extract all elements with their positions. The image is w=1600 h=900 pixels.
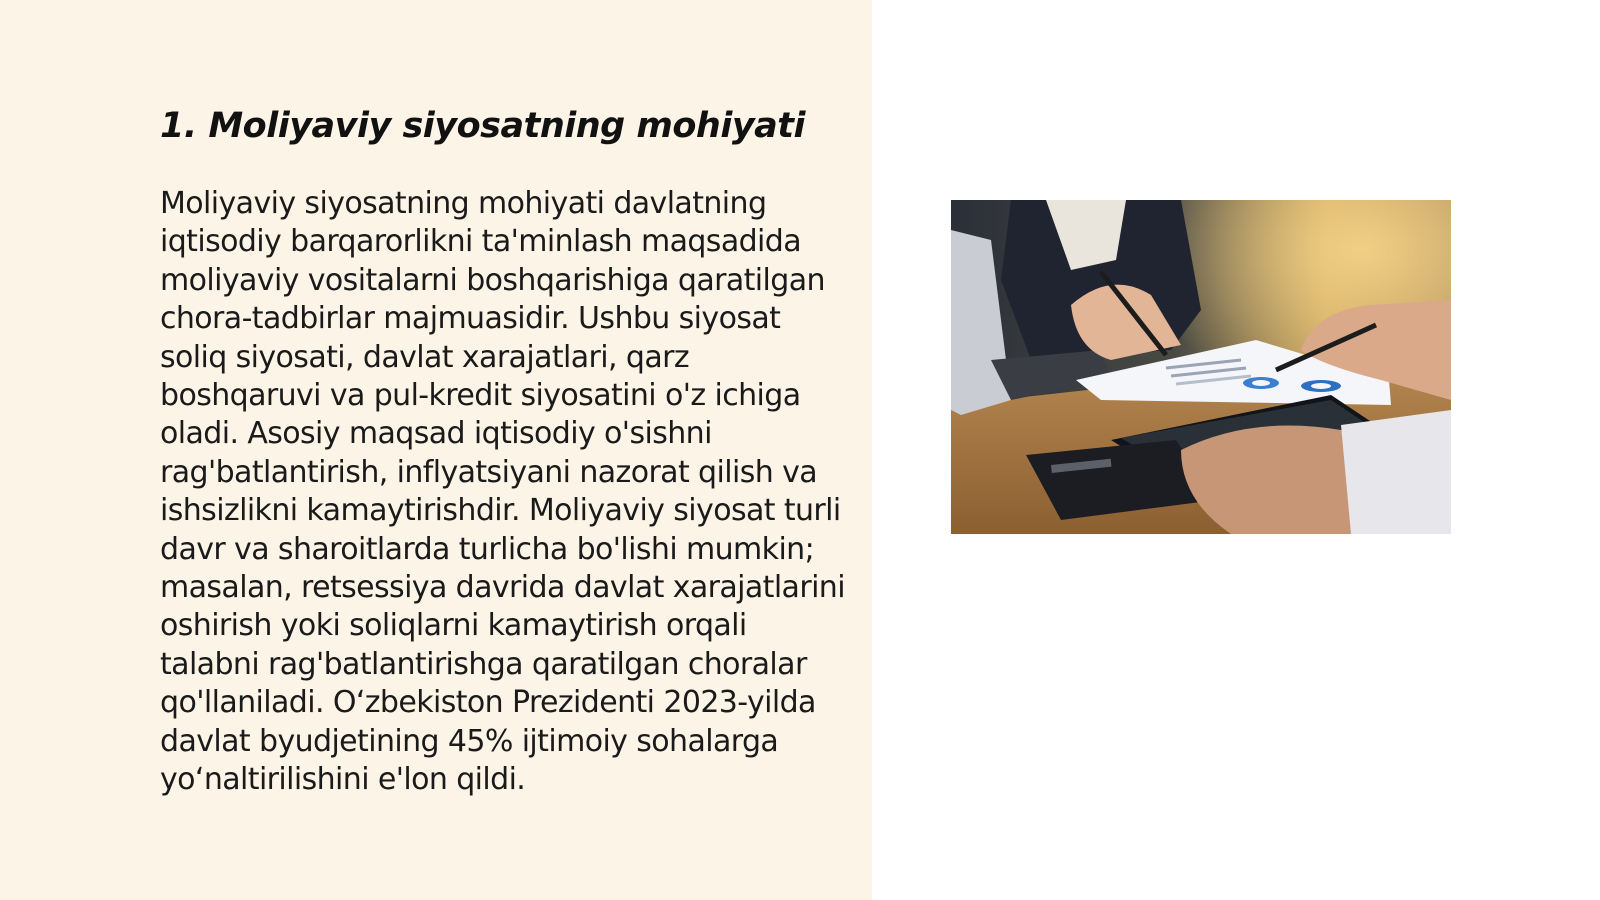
slide-title: 1. Moliyaviy siyosatning mohiyati — [160, 106, 805, 146]
slide-body-text: Moliyaviy siyosatning mohiyati davlatning iqtisodiy barqarorlikni ta'minlash maqsadida moliyaviy vositalarni boshqarishiga qaratilgan chora-tadbirlar majmuasidir. Ushbu siyosat soliq siyosati, davlat xarajatlari, qarz boshqaruvi va pul-kredit siyosatini o'z ichiga oladi. Asosiy maqsad iqtisodiy o'sishni rag'batlantirish, inflyatsiyani nazorat qilish va ishsizlikni kamaytirishdir. Moliyaviy siyosat turli davr va sharoitlarda turlicha bo'lishi mumkin; masalan, retsessiya davrida davlat xarajatlarini oshirish yoki soliqlarni kamaytirish orqali talabni rag'batlantirishga qaratilgan choralar qo'llaniladi. O‘zbekiston Prezidenti 2023-yilda davlat byudjetining 45% ijtimoiy sohalarga yo‘naltirilishini e'lon qildi. — [160, 186, 845, 798]
business-meeting-photo — [951, 200, 1451, 534]
